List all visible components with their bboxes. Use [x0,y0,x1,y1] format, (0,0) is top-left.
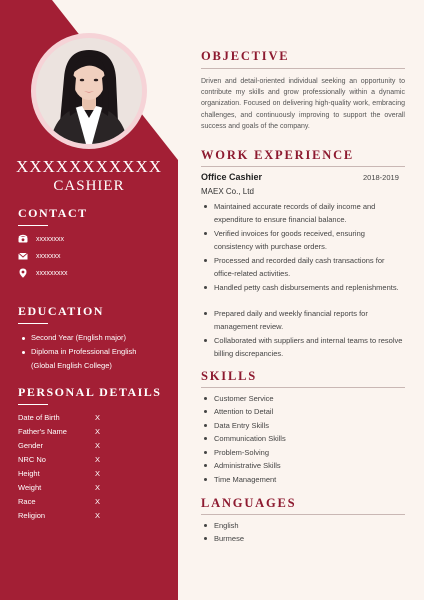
skill-text: Administrative Skills [214,461,281,470]
objective-text: Driven and detail-oriented individual seeking an opportunity to contribute my skills and grow professionally within a dynamic organization. Focused on delivering high-quality work, embracing challenges, and continuously improving to support the overall success and goals of the company. [201,78,405,130]
job-role: Office Cashier [201,172,263,182]
languages-heading: LANGUAGES [201,496,297,510]
contact-email: xxxxxxx [36,252,61,260]
personal-detail-label: Race [18,497,36,506]
personal-detail-label: Father's Name [18,427,67,436]
contact-location-row [18,267,68,279]
personal-detail-row [18,497,158,509]
education-item-text: Second Year (English major) [31,333,127,342]
skill-text: Data Entry Skills [214,421,270,430]
personal-detail-value: X [95,497,101,506]
duty-item [204,200,406,227]
personal-detail-row [18,413,158,425]
bullet [204,339,207,342]
personal-details-heading: PERSONAL DETAILS [18,385,162,399]
language-text: Burmese [214,534,245,543]
contact-location: xxxxxxxxx [36,269,68,277]
bullet [204,424,207,427]
education-item-subtext: (Global English College) [31,361,112,370]
education-heading: EDUCATION [18,304,104,318]
personal-detail-label: NRC No [18,455,46,464]
personal-detail-label: Date of Birth [18,413,60,422]
bullet [204,397,207,400]
language-item [204,532,244,545]
bullet [204,451,207,454]
candidate-name: XXXXXXXXXXX [15,157,163,176]
skill-item [204,446,269,459]
duty-text: Maintained accurate records of daily income and expenditure to ensure financial balance. [214,202,376,225]
personal-detail-row [18,441,158,453]
contact-divider [18,225,48,226]
contact-email-row [18,250,61,262]
personal-detail-value: X [95,427,101,436]
personal-detail-row [18,469,158,481]
personal-detail-row [18,483,158,495]
contact-heading: CONTACT [18,206,88,220]
objective-heading: OBJECTIVE [201,49,290,63]
personal-detail-value: X [95,469,101,478]
work-experience-heading: WORK EXPERIENCE [201,148,355,162]
personal-detail-row [18,427,158,439]
bullet [22,337,25,340]
objective-divider [201,68,405,69]
skill-item [204,432,286,445]
personal-detail-value: X [95,511,101,520]
languages-divider [201,514,405,515]
portrait-illustration [36,38,142,144]
duty-text: Verified invoices for goods received, ensuring consistency with purchase orders. [214,229,365,252]
bullet [204,437,207,440]
bullet [204,259,207,262]
skill-text: Communication Skills [214,434,286,443]
bullet [204,478,207,481]
duty-text: Collaborated with suppliers and internal teams to resolve billing discrepancies. [214,336,403,359]
personal-detail-label: Religion [18,511,46,520]
job-dates: 2018-2019 [363,173,399,182]
envelope-icon [18,251,28,261]
bullet [204,205,207,208]
education-item [22,331,172,345]
bullet [204,464,207,467]
education-item [22,345,172,373]
contact-phone-row [18,233,64,245]
skill-item [204,419,269,432]
bullet [204,410,207,413]
duty-item [204,334,406,361]
education-divider [18,323,48,324]
duty-item [204,281,406,294]
personal-detail-row [18,455,158,467]
personal-detail-label: Weight [18,483,42,492]
skills-heading: SKILLS [201,369,257,383]
duty-text: Prepared daily and weekly financial reports for management review. [214,309,368,332]
skill-item [204,473,276,486]
skill-text: Attention to Detail [214,407,274,416]
personal-detail-label: Gender [18,441,44,450]
skill-text: Time Management [214,475,277,484]
skill-item [204,405,273,418]
bullet [204,232,207,235]
personal-detail-value: X [95,483,101,492]
job-title: CASHIER [53,178,125,194]
duty-item [204,254,406,281]
personal-detail-row [18,511,158,523]
personal-details-divider [18,404,48,405]
work-experience-divider [201,166,405,167]
bullet [22,351,25,354]
bullet [204,312,207,315]
education-item-text: Diploma in Professional English [31,347,137,356]
skill-item [204,459,281,472]
bullet [204,537,207,540]
duty-text: Handled petty cash disbursements and replenishments. [214,283,399,292]
skills-divider [201,387,405,388]
skill-text: Problem-Solving [214,448,270,457]
duty-item [204,307,406,334]
bullet [204,286,207,289]
language-text: English [214,521,239,530]
duty-text: Processed and recorded daily cash transactions for office-related activities. [214,256,385,279]
personal-detail-label: Height [18,469,40,478]
personal-detail-value: X [95,413,101,422]
language-item [204,519,239,532]
skill-item [204,392,274,405]
personal-detail-value: X [95,441,101,450]
company-name: MAEX Co., Ltd [201,187,254,196]
phone-icon [18,234,28,244]
location-pin-icon [18,268,28,278]
duty-item [204,227,406,254]
contact-phone: xxxxxxxx [36,235,64,243]
bullet [204,524,207,527]
profile-photo [36,38,142,144]
skill-text: Customer Service [214,394,274,403]
personal-detail-value: X [95,455,101,464]
